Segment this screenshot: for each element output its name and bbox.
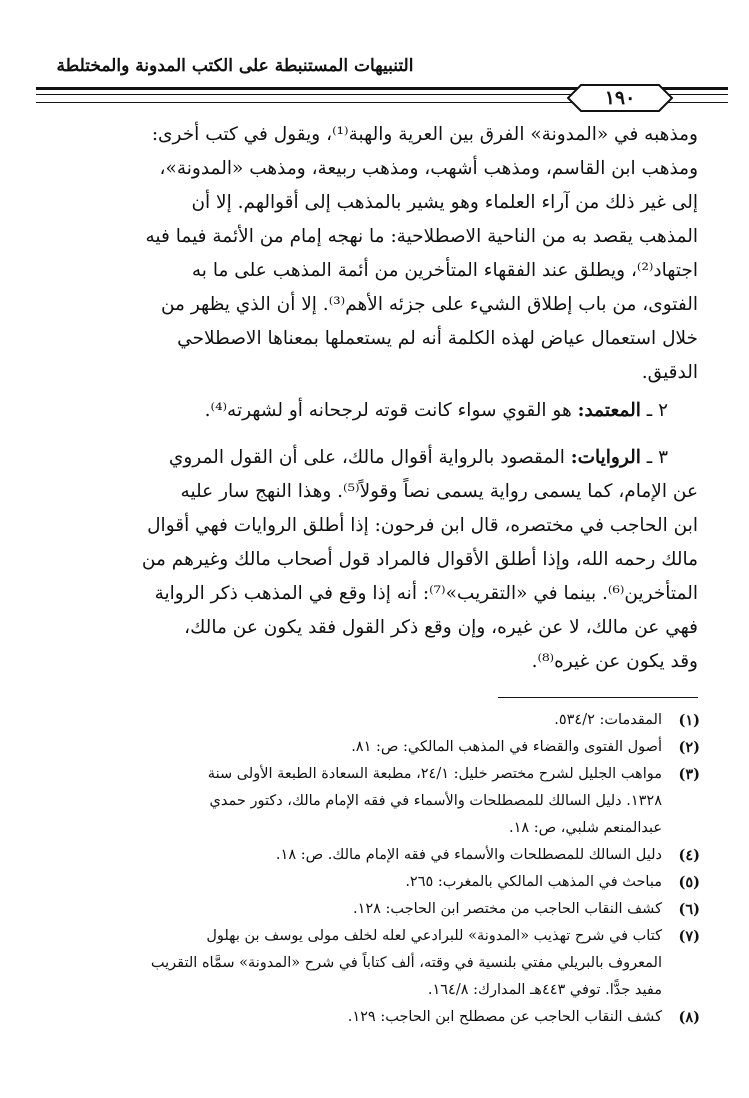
footnote-text: ١٣٢٨. دليل السالك للمصطلحات والأسماء في فقه الإمام مالك، دكتور حمدي [209,793,662,809]
running-title: التنبيهات المستنبطة على الكتب المدونة والمختلطة [56,56,414,76]
text-line: خلال استعمال عياض لهذه الكلمة أنه لم يستعملها بمعناها الاصطلاحي [177,328,698,349]
text-line: المتأخرين⁽⁶⁾. بينما في «التقريب»⁽⁷⁾: أنه إذا وقع في المذهب ذكر الرواية [154,583,698,604]
footnote [40,869,700,896]
text-line: ومذهب ابن القاسم، ومذهب أشهب، ومذهب ربيعة، ومذهب «المدونة»، [159,158,698,179]
footnotes [40,707,700,1031]
footnote [40,842,700,869]
footnote-number: (٣) [678,766,700,783]
item-number: ٣ ـ [646,447,668,468]
text-line: مالك رحمه الله، وإذا أطلق الأقوال فالمراد قول أصحاب مالك وغيرهم من [141,549,698,570]
footnote-number: (٧) [678,928,700,945]
item-mutamad [50,394,698,428]
footnote-number: (١) [678,712,700,729]
footnote [40,734,700,761]
footnote [40,1004,700,1031]
text-line: فهي عن مالك، لا عن غيره، وإن وقع ذكر القول فقد يكون عن مالك، [184,617,698,638]
footnote-text: المعروف بالبريلي مفتي بلنسية في وقته، ألف كتاباً في شرح «المدونة» سمَّاه التقريب [150,955,662,971]
footnote [40,923,700,1004]
footnote-text: مفيد جدًّا. توفي ٤٤٣هـ المدارك: ١٦٤/٨. [427,982,662,998]
text-line: الدقيق. [641,362,698,383]
footnote-number: (٤) [678,847,700,864]
item-text: هو القوي سواء كانت قوته لرجحانه أو لشهرته⁽⁴⁾. [204,400,572,421]
text-line: إلى غير ذلك من آراء العلماء وهو يشير بالمذهب إلى أقوالهم. إلا أن [191,192,698,213]
text-line: المذهب يقصد به من الناحية الاصطلاحية: ما نهجه إمام من الأئمة فيما فيه [145,226,698,247]
item-term: المعتمد: [577,400,641,421]
footnote-text: المقدمات: ٥٣٤/٢. [554,712,662,728]
footnote [40,707,700,734]
footnote-text: مواهب الجليل لشرح مختصر خليل: ٢٤/١، مطبعة السعادة الطبعة الأولى سنة [207,766,662,782]
footnote-text: أصول الفتوى والقضاء في المذهب المالكي: ص: ٨١. [351,739,662,755]
footnote-number: (٦) [678,901,700,918]
footnote-text: دليل السالك للمصطلحات والأسماء في فقه الإمام مالك. ص: ١٨. [275,847,662,863]
text-line: ابن الحاجب في مختصره، قال ابن فرحون: إذا أطلق الروايات فهي أقوال [147,515,698,536]
footnote-text: عبدالمنعم شلبي، ص: ١٨. [508,820,662,836]
text-line: عن الإمام، كما يسمى رواية يسمى نصاً وقولاً⁽⁵⁾. وهذا النهج سار عليه [180,481,698,502]
text-line: اجتهاد⁽²⁾، ويطلق عند الفقهاء المتأخرين من أئمة المذهب على ما به [191,260,698,281]
footnote-number: (٢) [678,739,700,756]
footnote-separator [498,697,698,698]
footnote-text: كشف النقاب الحاجب من مختصر ابن الحاجب: ١٢٨. [352,901,662,917]
footnote [40,896,700,923]
item-text: المقصود بالرواية أقوال مالك، على أن القول المروي [168,447,565,468]
paragraph-madhhab [50,118,698,390]
footnote-text: كشف النقاب الحاجب عن مصطلح ابن الحاجب: ١٢٩. [347,1009,662,1025]
item-riwayat [50,441,698,679]
text-line: وقد يكون عن غيره⁽⁸⁾. [531,651,698,672]
page-number-badge [567,84,673,112]
item-number: ٢ ـ [646,400,668,421]
footnote-number: (٨) [678,1009,700,1026]
footnote-text: مباحث في المذهب المالكي بالمغرب: ٢٦٥. [405,874,662,890]
item-term: الروايات: [570,447,641,468]
text-line: الفتوى، من باب إطلاق الشيء على جزئه الأهم⁽³⁾. إلا أن الذي يظهر من [160,294,698,315]
page-number: ١٩٠ [604,87,636,109]
text-line: ومذهبه في «المدونة» الفرق بين العرية والهبة⁽¹⁾، ويقول في كتب أخرى: [151,124,698,145]
footnote [40,761,700,842]
footnote-number: (٥) [678,874,700,891]
footnote-text: كتاب في شرح تهذيب «المدونة» للبرادعي لعله لخلف مولى يوسف بن بهلول [206,928,662,944]
text-line [50,441,698,475]
